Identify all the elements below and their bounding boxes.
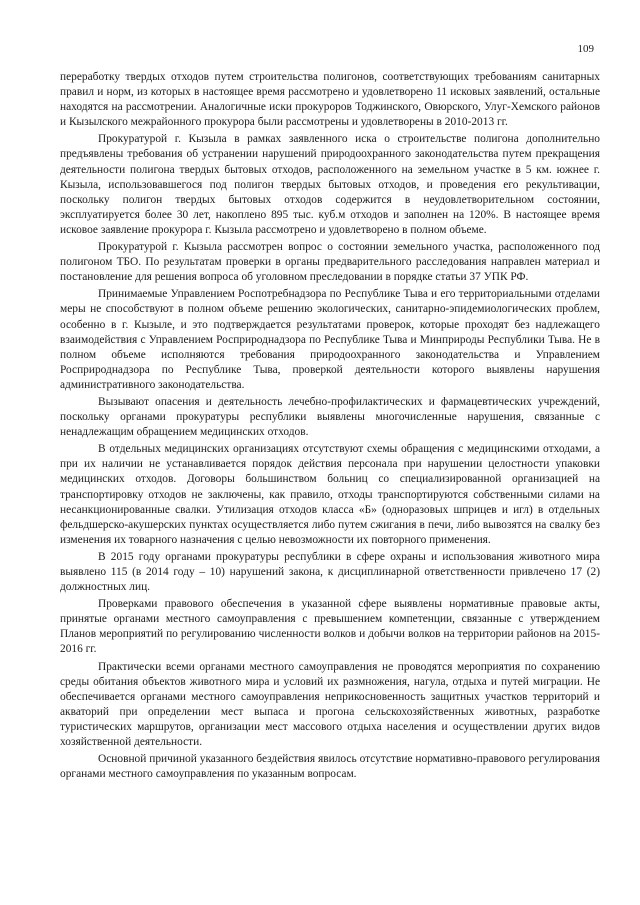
document-body [60, 70, 600, 784]
paragraph-9: Практически всеми органами местного самоуправления не проводятся мероприятия по сохранению среды обитания объектов животного мира и условий их размножения, нагула, отдыха и путей миграции. Не обеспечивается органами местного самоуправления неприкосновенность защитных участков территорий и акваторий при определении мест выпаса и прогона сельскохозяйственных животных, разработке туристических маршрутов, организации мест массового отдыха населения и осуществлении других видов хозяйственной деятельности. [60, 660, 600, 749]
paragraph-7: В 2015 году органами прокуратуры республики в сфере охраны и использования животного мира выявлено 115 (в 2014 году – 10) нарушений закона, к дисциплинарной ответственности привлечено 17 (2) должностных лиц. [60, 550, 600, 594]
paragraph-8: Проверками правового обеспечения в указанной сфере выявлены нормативные правовые акты, принятые органами местного самоуправления с превышением компетенции, связанные с утверждением Планов мероприятий по регулированию численности волков и добычи волков на территории районов на 2015-2016 гг. [60, 598, 600, 656]
paragraph-5: Вызывают опасения и деятельность лечебно-профилактических и фармацевтических учреждений, поскольку органами прокуратуры республики выявлены многочисленные нарушения, связанные с ненадлежащим обращением медицинских отходов. [60, 395, 600, 439]
paragraph-1: переработку твердых отходов путем строительства полигонов, соответствующих требованиям санитарных правил и норм, из которых в настоящее время рассмотрено и удовлетворено 11 исковых заявлений, остальные находятся на рассмотрении. Аналогичные иски прокуроров Тоджинского, Овюрского, Улуг-Хемского районов и Кызылского межрайонного прокурора были рассмотрены и удовлетворены в 2010-2013 гг. [60, 71, 600, 129]
paragraph-3: Прокуратурой г. Кызыла рассмотрен вопрос о состоянии земельного участка, расположенного под полигоном ТБО. По результатам проверки в органы предварительного расследования направлен материал и постановление для решения вопроса об уголовном преследовании в порядке статьи 37 УПК РФ. [60, 241, 600, 284]
paragraph-4: Принимаемые Управлением Роспотребнадзора по Республике Тыва и его территориальными отделами меры не способствуют в полном объеме решению экологических, санитарно-эпидемиологических проблем, особенно в г. Кызыле, и это подтверждается результатами проверок, которые проходят без надлежащего взаимодействия с Управлением Росприроднадзора по Республике Тыва и Минприроды Республики Тыва. Не в полном объеме исполняются требования природоохранного законодательства и Управлением Росприроднадзора по Республике Тыва, проверкой деятельности которого выявлены нарушения административного законодательства. [60, 288, 600, 391]
paragraph-10: Основной причиной указанного бездействия явилось отсутствие нормативно-правового регулирования органами местного самоуправления по указанным вопросам. [60, 753, 600, 781]
paragraph-6: В отдельных медицинских организациях отсутствуют схемы обращения с медицинскими отходами, а при их наличии не устанавливается порядок действия персонала при нарушении целостности упаковки медицинских отходов. Договоры большинством больниц со специализированной организацией на транспортировку отходов не заключены, как правило, отходы транспортируются собственными силами на несанкционированные свалки. Утилизация отходов класса «Б» (одноразовых шприцев и игл) в отдельных фельдшерско-акушерских пунктах осуществляется либо путем сжигания в печи, либо вывозятся на свалку без изменения их товарного назначения с целью невозможности их повторного применения. [60, 443, 600, 546]
paragraph-2: Прокуратурой г. Кызыла в рамках заявленного иска о строительстве полигона дополнительно предъявлены требования об устранении нарушений природоохранного законодательства путем прекращения деятельности полигона твердых бытовых отходов, расположенного на земельном участке в 5 км. южнее г. Кызыла, использовавшегося под полигон твердых бытовых отходов, и проведения его рекультивации, поскольку полигон твердых бытовых отходов содержится в неудовлетворительном состоянии, эксплуатируется более 30 лет, накоплено 895 тыс. куб.м отходов и заполнен на 120%. В настоящее время исковое заявление прокурора г. Кызыла рассмотрено и удовлетворено в полном объеме. [60, 133, 600, 236]
page-number: 109 [577, 43, 594, 55]
